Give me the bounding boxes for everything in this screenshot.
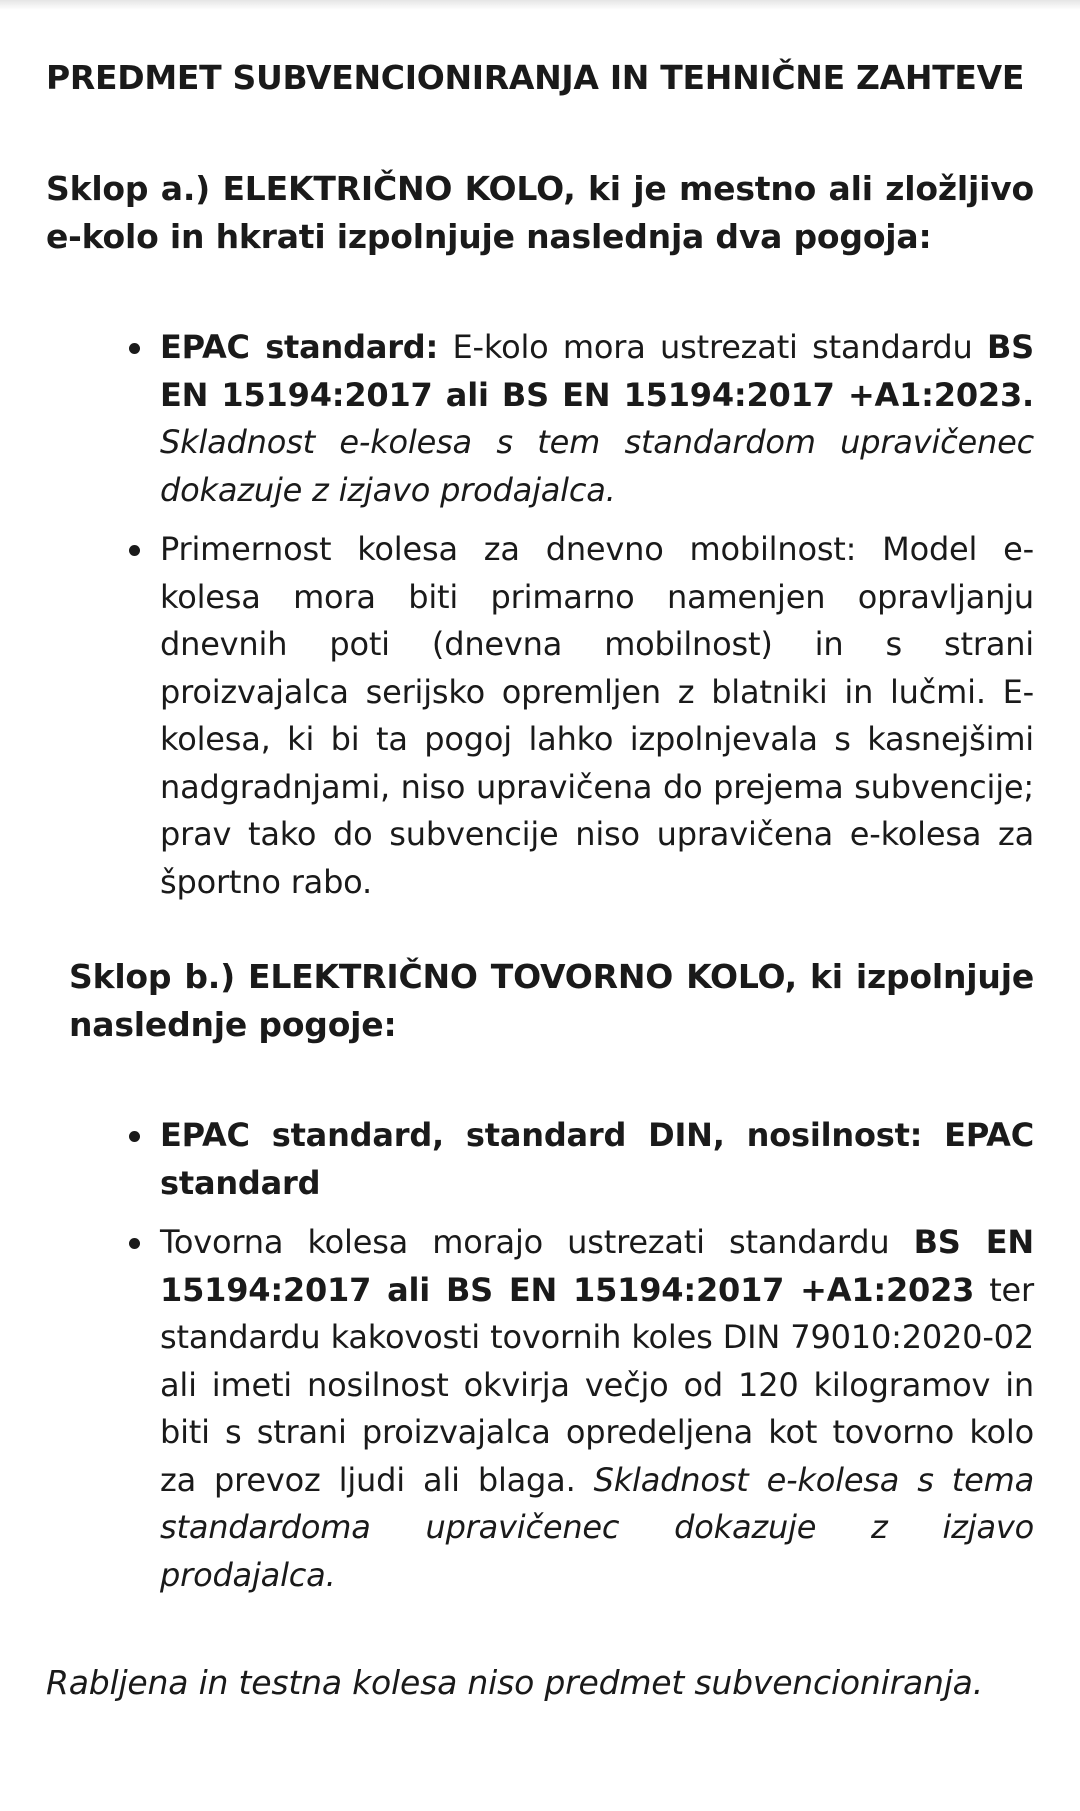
footer-note: Rabljena in testna kolesa niso predmet subvencioniranja. [46, 1663, 983, 1702]
bullet-icon [129, 1238, 140, 1249]
section-a-title: Sklop a.) ELEKTRIČNO KOLO, ki je mestno ali zložljivo e-kolo in hkrati izpolnjuje naslednja dva pogoja: [46, 169, 1034, 256]
item-note: Skladnost e-kolesa s tem standardom upravičenec dokazuje z izjavo prodajalca. [160, 423, 1034, 509]
top-shadow [0, 0, 1080, 10]
list-item [160, 1219, 1034, 1599]
section-b-list [46, 1112, 1034, 1599]
item-text: E-kolo mora ustrezati standardu [438, 328, 987, 366]
list-item [160, 324, 1034, 514]
section-a-list [46, 324, 1034, 906]
bullet-icon [129, 1131, 140, 1142]
list-item [160, 526, 1034, 906]
item-text: Primernost kolesa za dnevno mobilnost: Model e-kolesa mora biti primarno namenjen opravljanju dnevnih poti (dnevna mobilnost) in s strani proizvajalca serijsko opremljen z blatniki in lučmi. E-kolesa, ki bi ta pogoj lahko izpolnjevala s kasnejšimi nadgradnjami, niso upravičena do prejema subvencije; prav tako do subvencije niso upravičena e-kolesa za športno rabo. [160, 530, 1034, 901]
item-label: EPAC standard: [160, 328, 439, 366]
item-text: ter standardu kakovosti tovornih koles DIN 79010:2020-02 ali imeti nosilnost okvirja večjo od 120 kilogramov in biti s strani proizvajalca opredeljena kot tovorno kolo za prevoz ljudi ali blaga. [160, 1270, 1034, 1499]
section-b-title: Sklop b.) ELEKTRIČNO TOVORNO KOLO, ki izpolnjuje naslednje pogoje: [69, 957, 1034, 1044]
list-item [160, 1112, 1034, 1207]
item-standard: BS EN 15194:2017 ali BS EN 15194:2017 +A1:2023 [160, 1223, 1034, 1309]
bullet-icon [129, 343, 140, 354]
item-note: Skladnost e-kolesa s tema standardoma upravičenec dokazuje z izjavo prodajalca. [160, 1460, 1034, 1594]
page-heading: PREDMET SUBVENCIONIRANJA IN TEHNIČNE ZAHTEVE [46, 58, 1025, 97]
item-label: EPAC standard, standard DIN, nosilnost: EPAC standard [160, 1116, 1034, 1202]
document-page [46, 54, 1034, 1707]
item-text: Tovorna kolesa morajo ustrezati standardu [160, 1223, 914, 1261]
item-standard: BS EN 15194:2017 ali BS EN 15194:2017 +A1:2023. [160, 328, 1034, 414]
bullet-icon [129, 545, 140, 556]
